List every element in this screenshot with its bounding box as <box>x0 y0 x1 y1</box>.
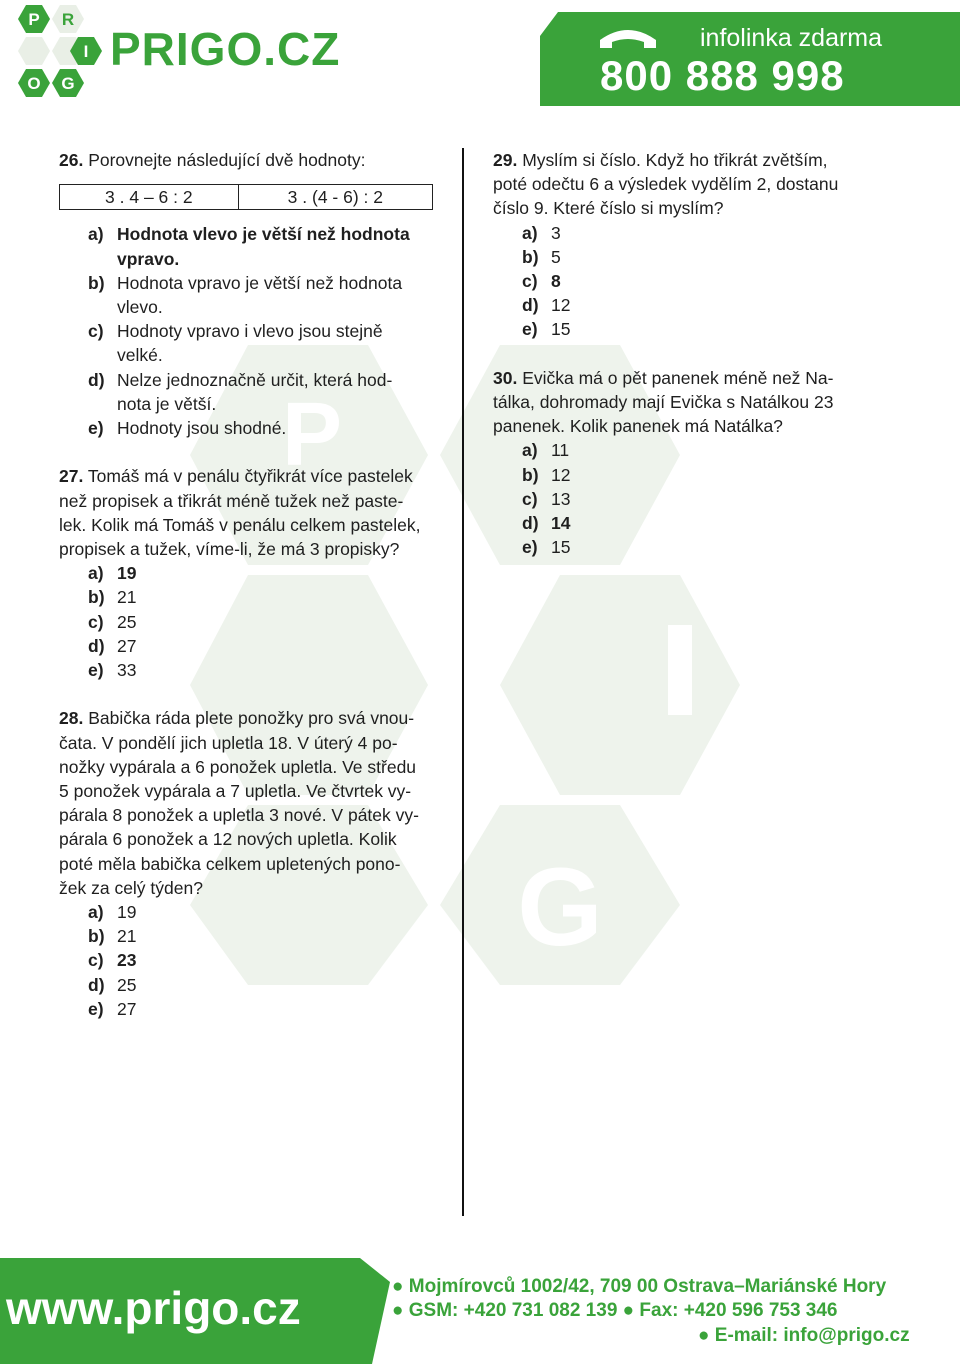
logo-letter-p: P <box>28 10 40 29</box>
svg-text:G: G <box>517 846 603 969</box>
hotline-number: 800 888 998 <box>600 52 845 99</box>
q29-answer-c[interactable]: c) 8 <box>522 271 561 292</box>
q28-answer-d[interactable]: d) 25 <box>88 974 137 995</box>
comparison-right-value: 3 . (4 - 6) : 2 <box>238 185 432 210</box>
q26-answer-a[interactable]: a) Hodnota vlevo je větší než hodnota vpravo. <box>88 224 410 269</box>
q30-answer-a[interactable]: a) 11 <box>522 440 570 461</box>
prigo-logo-mark <box>8 3 108 101</box>
footer-website-link[interactable]: www.prigo.cz <box>6 1282 301 1334</box>
q26-answer-c[interactable]: c) Hodnoty vpravo i vlevo jsou stejně velké. <box>88 321 383 366</box>
question-29: 29. Myslím si číslo. Když ho třikrát zvětším, poté odečtu 6 a výsledek vydělím 2, dostanu číslo 9. Které číslo si myslím? <box>493 150 839 219</box>
q26-answer-d[interactable]: d) Nelze jednoznačně určit, která hod- nota je větší. <box>88 369 393 414</box>
q27-answer-e[interactable]: e) 33 <box>88 660 137 681</box>
q27-answer-c[interactable]: c) 25 <box>88 611 137 632</box>
q30-answer-d[interactable]: d) 14 <box>522 513 571 534</box>
q28-answer-e[interactable]: e) 27 <box>88 998 137 1019</box>
logo-letter-o: O <box>27 74 41 93</box>
q29-answer-d[interactable]: d) 12 <box>522 295 571 316</box>
q27-answer-a[interactable]: a) 19 <box>88 563 137 584</box>
comparison-table <box>59 184 433 210</box>
svg-text:P: P <box>281 385 343 485</box>
question-30: 30. Evička má o pět panenek méně než Na- tálka, dohromady mají Evička s Natálkou 23 panenek. Kolik panenek má Natálka? <box>493 367 834 437</box>
logo-wordmark: PRIGO.CZ <box>110 23 341 75</box>
footer-phones: ● GSM: +420 731 082 139 ● Fax: +420 596 753 346 <box>392 1300 838 1321</box>
q29-answer-b[interactable]: b) 5 <box>522 246 561 267</box>
q29-answer-e[interactable]: e) 15 <box>522 319 571 340</box>
logo-letter-r: R <box>61 10 75 29</box>
question-26: 26. Porovnejte následující dvě hodnoty: <box>59 150 366 170</box>
q27-answer-d[interactable]: d) 27 <box>88 635 137 656</box>
q30-answer-c[interactable]: c) 13 <box>522 488 571 509</box>
question-28: 28. Babička ráda plete ponožky pro svá vnou- čata. V pondělí jich upletla 18. V úterý 4 po- nožky vypárala a 6 ponožek upletla. Ve středu 5 ponožek vypárala a 7 upletla. Ve čtvrtek vy- párala 8 ponožek a upletla 3 nové. V pátek vy- párala 6 ponožek a 12 nových upletla. Kolik poté měla babička celkem upletených pono- žek za celý týden? <box>59 708 419 898</box>
q28-answer-a[interactable]: a) 19 <box>88 902 137 923</box>
hotline-label: infolinka zdarma <box>700 24 883 52</box>
q28-answer-c[interactable]: c) 23 <box>88 950 137 971</box>
logo-letter-i: I <box>83 42 89 61</box>
footer-address: ● Mojmírovců 1002/42, 709 00 Ostrava–Mariánské Hory <box>392 1276 887 1297</box>
q26-answer-b[interactable]: b) Hodnota vpravo je větší než hodnota vlevo. <box>88 272 403 318</box>
comparison-left-value: 3 . 4 – 6 : 2 <box>60 185 239 210</box>
right-column <box>493 148 933 559</box>
question-27: 27. Tomáš má v penálu čtyřikrát více pastelek než propisek a třikrát méně tužek než paste- lek. Kolik má Tomáš v penálu celkem pastelek, propisek a tužek, víme-li, že má 3 propisky? <box>59 466 421 560</box>
q27-answer-b[interactable]: b) 21 <box>88 587 137 608</box>
logo-letter-g: G <box>61 74 75 93</box>
footer-email[interactable]: ● E-mail: info@prigo.cz <box>698 1325 910 1346</box>
q28-answer-b[interactable]: b) 21 <box>88 926 137 947</box>
column-divider <box>462 148 464 1216</box>
left-column <box>59 148 451 1021</box>
q29-answer-a[interactable]: a) 3 <box>522 222 561 243</box>
q26-answer-e[interactable]: e) Hodnoty jsou shodné. <box>88 418 287 439</box>
q30-answer-e[interactable]: e) 15 <box>522 537 571 558</box>
q30-answer-b[interactable]: b) 12 <box>522 464 571 485</box>
